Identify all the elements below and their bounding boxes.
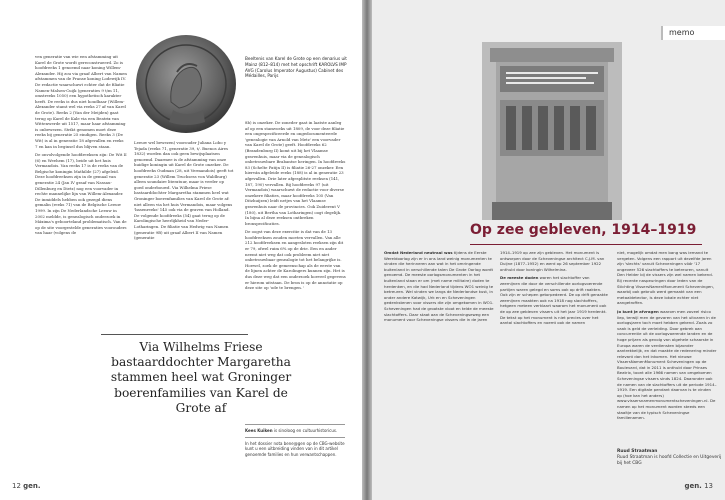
left-col3-para-2: De oogst van deze exercitie is dat van de 13 hoofdreeksen zouden moeten vervallen. Van alle 212 hoofdreeksen en aangesloten reeksen zijn dit er 79, ofwel ruim 6% op de drie. Een en ander neemt niet weg dat ook probleem niet niet onbetrouwbaar genealogie tot het belangrijke is. Hoewel, zoek de gemeenschap als de eerste van de lijnen achter de Karolingers kunnen zijn. Het is dus deze weg dat een onderzoek hoeveel gegevens er hierom uitstaan. De bron is op de annotatie op deze site op 'ode te brengen. ': [245, 229, 346, 291]
pullquote: Via Wilhelms Friese bastaarddochter Margaretha stammen heel wat Groninger boerenfamilies van Karel de Grote af: [110, 340, 292, 415]
author-rule: [245, 424, 345, 425]
right-column-2: [617, 250, 717, 446]
right-page: [372, 0, 725, 500]
right-footer: [684, 482, 713, 490]
left-page-number: 12: [12, 482, 21, 490]
right-col2-para-1: niet, mogelijk omdat men bang was iemand te vergeten. Volgens een rapport uit dezelfde jaren zijn 'slechts' vanuit Scheveningen vóór '17 ongeveer 526 slachtoffers te betreuren, vanuit Den Helder bij de vissers zijn wel namen bekend. Bij recente naspeuringen door leden van de Stichting VissersNamenMonument Scheveningen, waarbij ook gebruik werd gemaakt van een metaaldetector, is deze lokale echter niet aangetroffen.: [617, 250, 714, 306]
monument-photo: [482, 42, 622, 220]
right-para-2: [500, 275, 610, 325]
author-name: Kees Kuiken: [245, 428, 273, 433]
right-lead-bold: Omdat Nederland neutraal was: [384, 250, 453, 255]
right-lead-rest: tijdens de Eerste Wereldoorlog zijn er in ons land weinig monumenten te vinden die herinneren aan wat in het omringende buitenland in verschillende talen De Grote Oorlog wordt genoemd. De meeste oorlogsmonumenten in het buitenland staan er om (met name militaire) doden te herdenken, en die had Nederland tijdens WO1 weinig te betreuren. Wel vinden we langs de Nederlandse kust, in onder andere Katwijk, Urk en en Scheveningen gedenkstenen voor vissers die zijn omgekomen in WO1. Scheveningen had de grootste vloot en telde de meeste slachtoffers. Daar staat aan de Scheveningseweg een monument voor Scheveningse vissers die in de jaren 1914–1919 op zee zijn gebleven. Het monument is ontworpen door de Scheveningse architect C.J.M. van Duijne (1877–1952) en werd op 26 september 1922 onthuld door koningin Wilhelmina.: [384, 250, 605, 323]
left-footer: [12, 482, 41, 490]
pullquote-rule: [101, 334, 248, 335]
left-column-2: [134, 140, 234, 330]
author-rule-2: [245, 437, 345, 438]
right-col2-para2-bold: Jo kunt je afvragen: [617, 308, 659, 314]
left-col3-para-1: 8b) is onzeker. De zoneder gaat in laatste aanleg af op een stamvoeks uit 1809, de voor deze filiatie een ongespecificeerde en ongedocumenteerde 'genealogie van Arnold van Metz' een voorvader van Karel de Grote) geeft. Hoofdreeks 62 (Brandenburg II) komt uit bij het Vlaamse gravenhuis, maar via de genealogisch onbetrouwbare Brabantse heringen. In hoofdreeks 83 (Schelte Patijn II) is filiatie 26-27 onzeker. Een hierván afgeleide reeks (188) is al in generatie 23 afgevallen. Drie later afgesplitste reeksen (141, 187, 190) vervallen. Bij hoofdreeks 97 (uit Vermandois) waarschuwt de redactie voor diverse onzekere filiaties, maar hoofdreeks 105 (Van Ditzhuijzen) leidt netjes van het Vlaamse gravenhuis naar de provincies. Ook Zuiderent V (180), uit Bertha van Lotharingen) oogt degelijk. In bijna al deze reeksen ontbreken bronspecificaties.: [245, 120, 346, 226]
right-para2-bold: De meeste doden: [500, 275, 539, 281]
byline: [617, 449, 725, 467]
right-col2-para2-rest: waarom men zoveel risico liep, terwijl men de gevaren van het uitvaren in de oorlogsjaren toch moet hebben gekend. Zoals zo vaak is geld de verleiding. Door gebrek aan concurrentie uit de oorlogvoerende landen en de hoge prijzen als gevolg van algehele schaarste in Europa waren de verdiensten bijzonder aantrekkelijk, en dat maakte de redenering minder relevant dan het inkomen. Het nieuwe VissersNamenMonument Scheveningen op de Boulevard, dat in 2011 is onthuld door Prinses Beatrix, toont alle 1966 namen van omgekomen Scheveningse vissers sinds 1824. Daaronder ook de namen van de slachtoffers uit de periode 1914–1919. Een digitale pendant daarvan is te vinden op (hoe kan het anders) www.vissersnamenmonumentscheveningen.nl. De namen op het monument worden steeds een staaltje van de typisch Scheveningse familienamen.: [617, 308, 717, 421]
left-col1-para-2: De onvolvolgende hoofdreeksen zijn: De Wit II (6) en Weehem (17), beide uit het huis Vermandois. Van reeks 17 is de reeks van de Belgische koningin Mathilde (27) afgeleid. Deze hoofdreeksen zijn in de gemaal van generatie 24 (Jan IV graaf van Nassau-Dillenburg en Dietz) nog een voorvader in rechte mannelijke lijn van Willem-Alexander. De inmiddels hebben ook gezegd diens gemalin (reeks 71) van de Belgische Leeuw 1999. In zijn De Nederlandsche Leeuw in 2002 meldde, is genealogisch onderzoek in Máxima's geboorteland problematisch. Van de op de site voorgestelde generaties voorouders van haar (volgens de: [35, 152, 127, 236]
byline-name: Ruud Straatman: [617, 449, 658, 454]
coin-caption: Beeltenis van Karel de Grote op een denarius uit Mainz (812–814) met het opschrift KAROLVS IMP AVG (Carolus Imperator Augustus) Cabinet des Médailles, Parijs: [245, 56, 347, 79]
right-col2-para-2: [617, 309, 717, 421]
author-box: [245, 421, 345, 457]
byline-role: Ruud Straatman is hoofd Collectie en Uitgeverij bij het CBG: [617, 455, 722, 466]
left-page: [0, 0, 362, 500]
headline-rule: [470, 244, 702, 245]
left-brand: gen.: [23, 482, 41, 490]
left-col2-para-1: Leeuw wel bewezen) voorouder Juliana Lobo y Tejada (reeks 71, generatie 39, t/. Buenos Aires 1832) worden dan ook geen bewijsplaatsen genoemd. Daarmee is de afstamming van onze huidige koningin uit Karel de Grote onzeker. De hoofdreeks Oudman (28, uit Vermandois) geeft tot generatie 23 (Willem Truchsess von Waldburg) alleen soundaire literatuur, maar is verder op goed onderbouwd. Via Wilhelma Friese bastaarddochter Margaretha stammen heel wat Groninger boerenfamilies van Karel de Grote af: niet alleen via het huis Vermandois, maar volgens 'basenreeks' 145 ook via de graven van Holland. De volgende hoofdreeks (54) gaat terug op de Karolingische heerlijkheid van Neder-Lotharingen. De filiatie van Hedwig van Namen (generatie 9B) uit graaf Albert II van Namen (generatie: [134, 140, 234, 241]
right-page-number: 13: [704, 482, 713, 490]
author-note: In het dossier nota bene@gen op de CBG-website kunt u een uitbreiding vinden van in dit artikel genoemde families en hun verwantschappen.: [245, 440, 345, 457]
left-col1-para-1: ven generatie van wie een afstamming uit Karel de Grote wordt gereconstrueerd. Zo is hoofdreeks 1 genoemd naar koning Willem-Alexander. Hij zou via graaf Albert van Namen afstammen van de Franse koning Lodewijk IV. De redactie waarschuwt echter dat de filiatie Namen-Malsen-Cuijk (generaties 9 t/m 11, omstreeks 1050) een hypothetisch karakter heeft. De reeks is dus niet houdbaar (Willem-Alexander stamt wel via reeks 27 af van Karel de Grote). Reeks 2 (Van der Meijden) gaat terug op Karel de Kale via een Beatrix van Wittenwerde uit 1517, maar haar afstamming is onbewezen. Strikt genomen moet deze reeks bij generatie 25 eindigen. Reeks 3 (De Wit) is al in generatie 18 afgevallen en reeks 7 en kan in beginsel dus blijven staan.: [35, 54, 127, 149]
spine-gutter: [362, 0, 372, 500]
memo-tab: memo: [661, 26, 725, 40]
article-headline: Op zee gebleven, 1914–1919: [470, 222, 697, 238]
right-body: [384, 250, 610, 410]
right-brand: gen.: [684, 482, 702, 490]
coin-photo: [131, 32, 241, 137]
author-role: is sinoloog en cultuurhistoricus.: [273, 428, 338, 433]
right-para2-rest: waren het slachtoffer van zeemijnen die door de verschillende oorlogvoerende partijen waren gelegd en soms ook op drift raakten. Ook zijn er schepen getorpedeerd. De op drift geraakte zeemijnen maakten ook na 1918 nog slachtoffers, hetgeen meteen verklaart waarom het monument ook de op zee gebleven vissers uit het jaar 1919 herdenkt. De tekst op het monument is niet precies over het aantal slachtoffers en noemt ook de namen: [500, 275, 608, 326]
